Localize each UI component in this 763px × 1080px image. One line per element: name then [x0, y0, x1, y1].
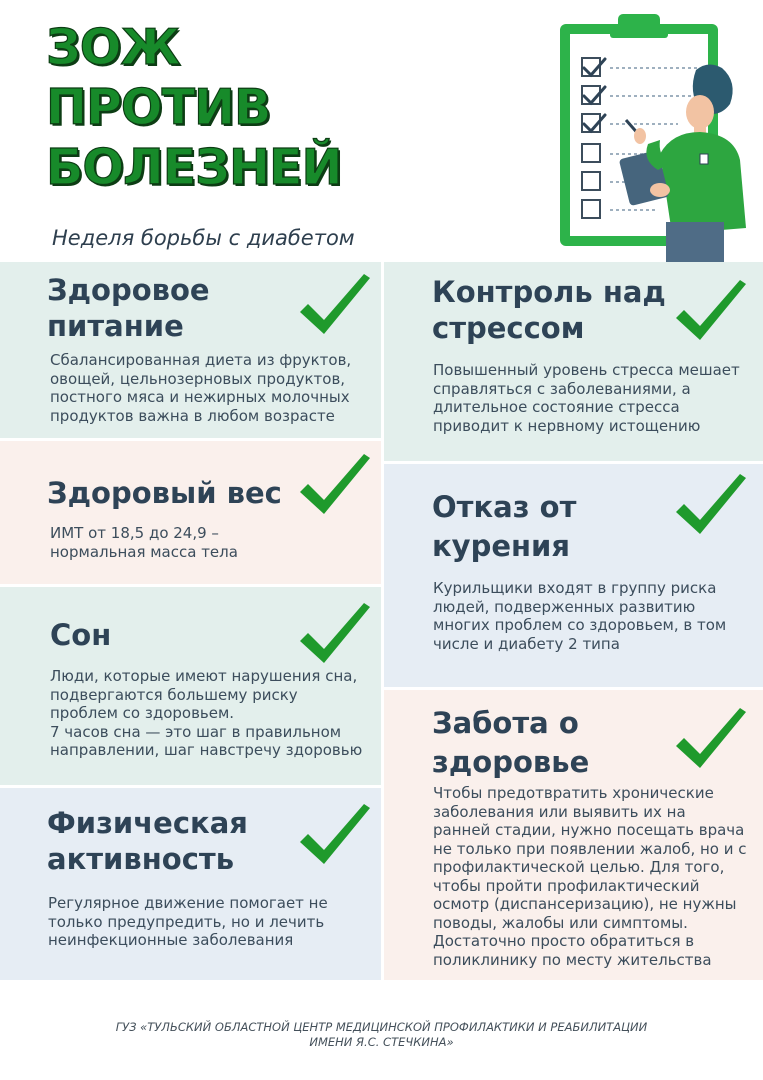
checkmark-icon: [670, 278, 750, 346]
card-text: ИМТ от 18,5 до 24,9 – нормальная масса тела: [50, 524, 238, 561]
card-title: Здоровое питание: [47, 273, 210, 343]
card-title: Физическая активность: [47, 806, 248, 876]
page-subtitle: Неделя борьбы с диабетом: [52, 226, 355, 250]
checkmark-icon: [294, 601, 374, 669]
page-title: [46, 18, 341, 198]
card-text: Люди, которые имеют нарушения сна, подвергаются большему риску проблем со здоровьем. 7 часов сна — это шаг в правильном направлении, шаг навстречу здоровью: [50, 667, 363, 759]
title-line: ПРОТИВ: [46, 79, 271, 136]
card-text: Сбалансированная диета из фруктов, овощей, цельнозерновых продуктов, постного мяса и нежирных молочных продуктов важна в любом возрасте: [50, 351, 352, 425]
card-text: Регулярное движение помогает не только предупредить, но и лечить неинфекционные заболевания: [48, 894, 328, 949]
card-text: Чтобы предотвратить хронические заболевания или выявить их на ранней стадии, нужно посещать врача не только при появлении жалоб, но и с профилактической целью. Для того, чтобы пройти профилактический осмотр (диспансеризацию), не нужны поводы, жалобы или симптомы. Достаточно просто обратиться в поликлинику по месту жительства: [433, 784, 747, 969]
checkmark-icon: [294, 452, 374, 520]
checkmark-icon: [670, 706, 750, 774]
footer-organization: ГУЗ «ТУЛЬСКИЙ ОБЛАСТНОЙ ЦЕНТР МЕДИЦИНСКОЙ ПРОФИЛАКТИКИ И РЕАБИЛИТАЦИИ ИМЕНИ Я.С. СТЕЧКИНА»: [115, 1020, 648, 1049]
checkmark-icon: [294, 802, 374, 870]
card-text: Повышенный уровень стресса мешает справляться с заболеваниями, а длительное состояние стресса приводит к нервному истощению: [433, 361, 740, 435]
title-line: ЗОЖ: [46, 19, 180, 76]
title-line: БОЛЕЗНЕЙ: [46, 139, 342, 196]
card-text: Курильщики входят в группу риска людей, подверженных развитию многих проблем со здоровьем, в том числе и диабету 2 типа: [433, 579, 727, 653]
checkmark-icon: [294, 272, 374, 340]
checkmark-icon: [670, 472, 750, 540]
card-title: Здоровый вес: [47, 476, 282, 510]
card-title: Контроль над стрессом: [432, 275, 666, 345]
clipboard-person-illustration: [548, 4, 758, 262]
card-title: Забота о здоровье: [432, 706, 590, 779]
card-title: Отказ от курения: [432, 490, 577, 563]
card-title: Сон: [50, 618, 112, 652]
